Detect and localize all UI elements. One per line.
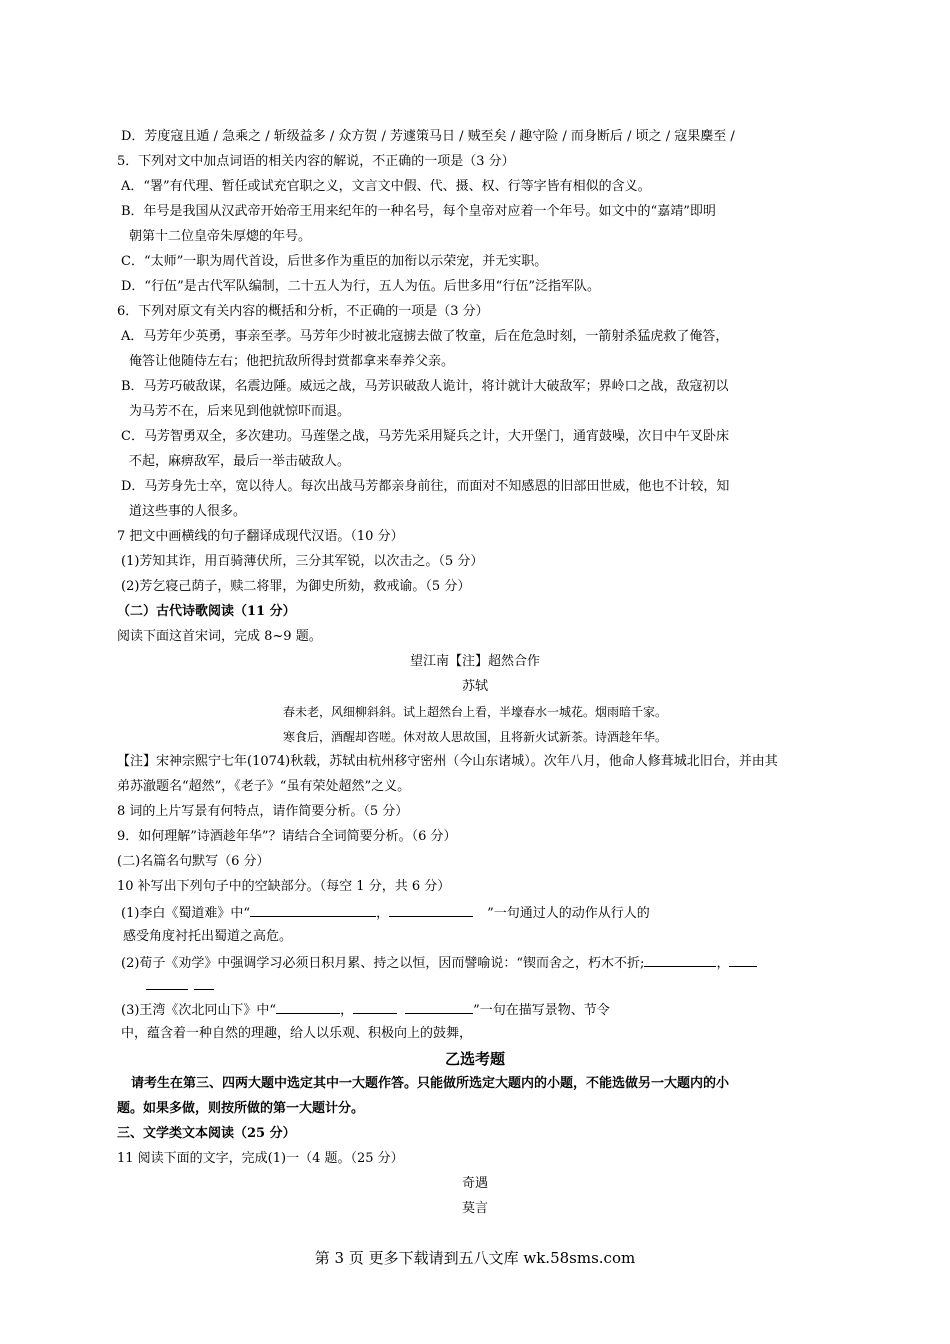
- q10-3-blank-2[interactable]: [353, 1000, 397, 1014]
- section-poetry-heading: （二）古代诗歌阅读（11 分）: [117, 604, 296, 619]
- story-author: 莫言: [461, 1201, 488, 1216]
- q5-option-d: D．“行伍”是古代军队编制，二十五人为行，五人为伍。后世多用“行伍”泛指军队。: [121, 279, 601, 294]
- q5-option-b-line2: 朝第十二位皇帝朱厚熜的年号。: [129, 229, 312, 244]
- poem-line-2: 寒食后，酒醒却咨嗟。休对故人思故国，且将新火试新茶。诗酒趁年华。: [282, 730, 667, 744]
- q6-option-c-line2: 不起，麻痹敌军，最后一举击破敌人。: [129, 454, 351, 469]
- q10-1-blank-1[interactable]: [250, 903, 376, 917]
- poem-line-1: 春未老，风细柳斜斜。试上超然台上看，半壕春水一城花。烟雨暗千家。: [282, 705, 667, 719]
- q5-option-c: C．“太师”一职为周代首设，后世多作为重臣的加衔以示荣宠，并无实职。: [121, 254, 548, 269]
- question-7: 7 把文中画横线的句子翻译成现代汉语。（10 分）: [117, 529, 404, 544]
- q10-3-comma: ，: [340, 1003, 354, 1018]
- q6-option-b-line2: 为马芳不在，后来见到他就惊吓而退。: [129, 404, 351, 419]
- q10-1-comma: ，: [376, 906, 390, 921]
- page-footer: 第 3 页 更多下载请到五八文库 wk.58sms.com: [314, 1249, 636, 1267]
- q7-part-1: (1)芳知其诈，用百骑薄伏所，三分其军锐，以次击之。（5 分）: [121, 554, 484, 569]
- question-6: 6．下列对原文有关内容的概括和分析，不正确的一项是（3 分）: [117, 304, 489, 319]
- q10-2-blank-1[interactable]: [644, 953, 716, 967]
- q6-option-c-line1: C．马芳智勇双全，多次建功。马莲堡之战，马芳先采用疑兵之计，大开堡门，通宵鼓噪，次日中午叉卧床: [121, 429, 729, 444]
- q10-3-blank-3[interactable]: [405, 1000, 473, 1014]
- q10-3-blank-1[interactable]: [276, 1000, 340, 1014]
- q10-part-1-cont: 感受角度衬托出蜀道之高危。: [123, 929, 293, 944]
- q10-1-prefix: (1)李白《蜀道难》中“: [121, 906, 251, 921]
- q10-part-1: [121, 903, 650, 923]
- question-9: 9．如何理解”诗酒趁年华”？请结合全词简要分析。（6 分）: [117, 829, 457, 844]
- q10-2-blank-2b[interactable]: [146, 976, 188, 990]
- poem-author: 苏轼: [461, 679, 488, 694]
- question-8: 8 词的上片写景有何特点，请作简要分析。（5 分）: [117, 804, 409, 819]
- q7-part-2: (2)芳乞寝己荫子，赎二将罪，为御史所劾，救戒谕。（5 分）: [121, 579, 471, 594]
- q10-part-3: [121, 1000, 610, 1020]
- question-11: 11 阅读下面的文字，完成(1)一（4 题。（25 分）: [117, 1151, 404, 1166]
- q4-option-d: D．芳度寇且遁 / 急乘之 / 斩级益多 / 众方贺 / 芳遽策马日 / 贼至矣 / 趣守险 / 而身断后 / 顷之 / 寇果麇至 /: [121, 129, 735, 144]
- q10-2-blank-2c[interactable]: [194, 976, 214, 990]
- q10-1-suffix: ”一句通过人的动作从行人的: [487, 906, 650, 921]
- question-10: 10 补写出下列句子中的空缺部分。（每空 1 分，共 6 分）: [117, 879, 451, 894]
- story-title: 奇遇: [461, 1176, 488, 1191]
- q6-option-a-line2: 俺答让他随侍左右；他把抗敌所得封赏都拿来奉养父亲。: [129, 354, 455, 369]
- q10-3-prefix: (3)王湾《次北冋山下》中“: [121, 1003, 277, 1018]
- q10-2-prefix: (2)荀子《劝学》中强调学习必须日积月累、持之以恒，因而譬喻说：“锲而舍之，朽木不折;: [121, 956, 645, 971]
- q6-option-b-line1: B．马芳巧破敌谋，名震边陲。威远之战，马芳识破敌人诡计，将计就计大破敌军；界岭口之战，敌寇初以: [121, 379, 729, 394]
- q10-part-2: [121, 953, 757, 973]
- q10-2-blank-row: [146, 976, 226, 992]
- poem-title: 望江南【注】超然合作: [409, 654, 540, 669]
- q6-option-d-line1: D．马芳身先士卒，宽以待人。每次出战马芳都亲身前往，而面对不知感恩的旧部田世威，他也不计较，知: [121, 479, 730, 494]
- poem-note-line2: 弟苏澈题名“超然”，《老子》“虽有荣处超然”之义。: [117, 779, 411, 794]
- q10-1-blank-2[interactable]: [389, 903, 473, 917]
- q6-option-d-line2: 道这些事的人很多。: [129, 504, 247, 519]
- section-recitation-heading: (二)名篇名句默写（6 分）: [117, 854, 270, 869]
- q10-2-comma: ，: [716, 956, 730, 971]
- section-literature-heading: 三、文学类文本阅读（25 分）: [117, 1126, 296, 1141]
- optional-questions-title: 乙选考题: [444, 1050, 505, 1068]
- question-5: 5．下列对文中加点词语的相关内容的解说，不正确的一项是（3 分）: [117, 154, 515, 169]
- optional-instructions-line2: 题。如果多做，则按所做的第一大题计分。: [117, 1101, 365, 1116]
- q10-3-suffix: ”一句在描写景物、节令: [473, 1003, 610, 1018]
- q5-option-b-line1: B．年号是我国从汉武帝开始帝王用来纪年的一种名号，每个皇帝对应着一个年号。如文中的“嘉靖”即明: [121, 204, 716, 219]
- q10-2-blank-2a[interactable]: [729, 953, 757, 967]
- optional-instructions-line1: 请考生在第三、四两大题中选定其中一大题作答。只能做所选定大题内的小题，不能选做另一大题内的小: [131, 1076, 730, 1091]
- q10-part-3-cont: 中，蕴含着一种自然的理趣，给人以乐观、积极向上的鼓舞，: [121, 1026, 473, 1041]
- q6-option-a-line1: A．马芳年少英勇，事亲至孝。马芳年少时被北寇掳去做了牧童，后在危急时刻，一箭射杀猛虎救了俺答，: [121, 329, 729, 344]
- poem-instructions: 阅读下面这首宋词，完成 8~9 题。: [117, 629, 322, 644]
- poem-note-line1: 【注】宋神宗熙宁七年(1074)秋载，苏轼由杭州移守密州（今山东诸城）。次年八月，他命人修葺城北旧台，并由其: [117, 754, 778, 769]
- q5-option-a: A．“署”有代理、暂任或试充官职之义，文言文中假、代、摄、权、行等字皆有相似的含义。: [121, 179, 651, 194]
